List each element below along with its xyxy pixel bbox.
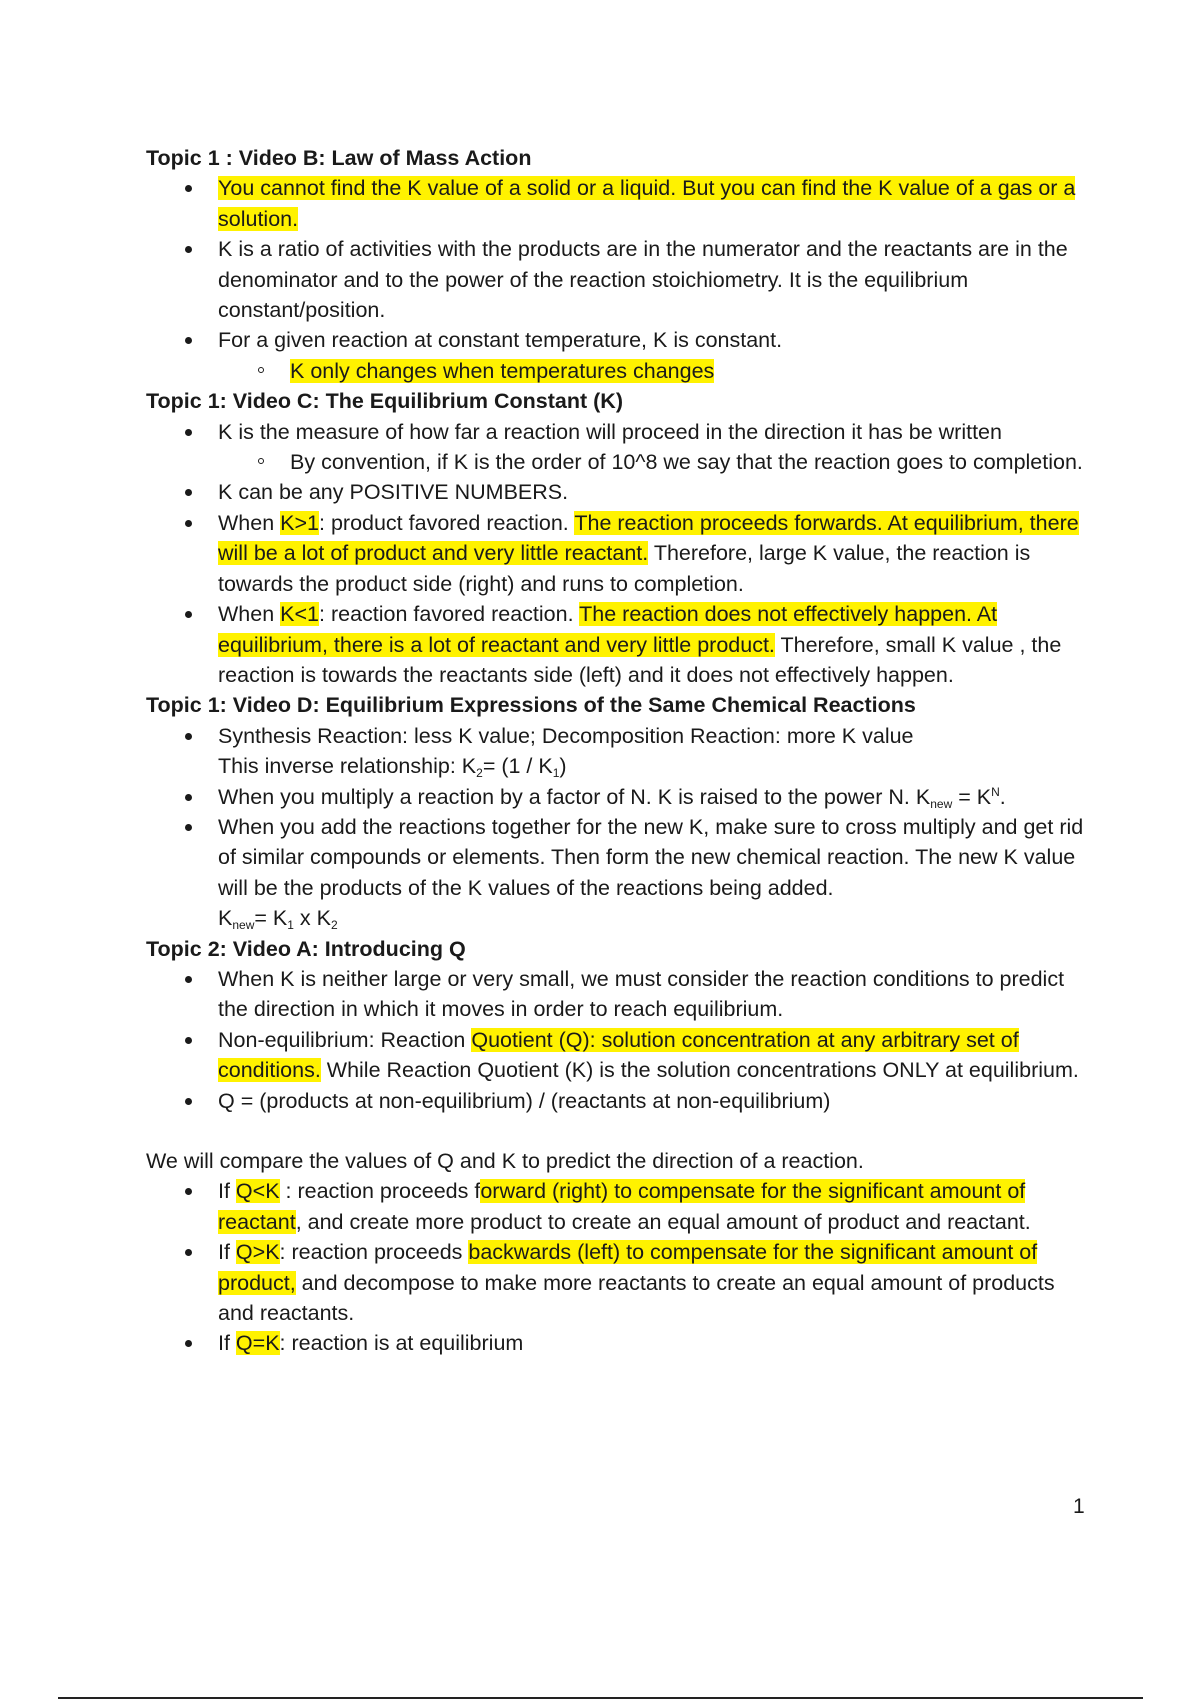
highlighted-text: Quotient (Q): solution concentration at any arbitrary set of conditions. — [218, 1027, 1019, 1083]
highlighted-text: Q<K — [235, 1179, 280, 1204]
subscript: 1 — [287, 918, 294, 933]
page-bottom-divider — [58, 1697, 1143, 1699]
text-run: When — [218, 602, 281, 627]
highlighted-text: The reaction proceeds forwards. At equilibrium, there will be a lot of product and very little reactant. — [218, 510, 1079, 566]
highlighted-text: K<1 — [280, 602, 319, 627]
formula-line — [218, 903, 1096, 933]
text-run: = K — [254, 906, 288, 931]
subscript: 2 — [330, 918, 338, 933]
section-heading-video-d: Topic 1: Video D: Equilibrium Expressions of the Same Chemical Reactions — [146, 693, 916, 718]
text-run: If — [218, 1240, 236, 1265]
list-item: Q = (products at non-equilibrium) / (reactants at non-equilibrium) — [218, 1086, 1096, 1116]
text-run: , and create more product to create an equal amount of product and reactant. — [295, 1209, 1031, 1234]
text-run: : product favored reaction. — [319, 510, 575, 535]
text-run: ) — [559, 754, 567, 779]
subscript: new — [930, 796, 953, 811]
text-run: When you multiply a reaction by a factor of N. K is raised to the power N. K — [218, 784, 931, 809]
document-body — [146, 143, 1096, 1359]
subscript: new — [232, 918, 255, 933]
text-run: : reaction proceeds — [279, 1240, 469, 1265]
list-item — [218, 782, 1096, 812]
text-run: This inverse relationship: K — [218, 754, 477, 779]
list-item: K can be any POSITIVE NUMBERS. — [218, 477, 1096, 507]
list-item-text: K is the measure of how far a reaction will proceed in the direction it has be written — [218, 419, 1002, 444]
highlighted-text: backwards (left) to compensate for the significant amount of product, — [218, 1240, 1038, 1295]
text-run: Therefore, large K value, the reaction is towards the product side (right) and runs to completion. — [218, 541, 1031, 596]
bullet-list — [146, 417, 1096, 691]
text-run: : reaction proceeds f — [279, 1179, 481, 1204]
highlighted-text: K>1 — [280, 510, 319, 535]
sub-list-item — [290, 356, 1096, 386]
text-run: = (1 / K — [482, 754, 553, 779]
text-run: : reaction favored reaction. — [319, 602, 580, 627]
bullet-list — [146, 964, 1096, 1116]
paragraph-gap — [146, 1116, 1096, 1146]
subscript: 1 — [552, 766, 560, 781]
highlighted-text: You cannot find the K value of a solid or a liquid. But you can find the K value of a gas or a solution. — [218, 176, 1076, 231]
text-run: Non-equilibrium: Reaction — [218, 1027, 472, 1052]
subscript: 2 — [476, 766, 483, 781]
text-run: While Reaction Quotient (K) is the solution concentrations ONLY at equilibrium. — [320, 1058, 1079, 1083]
list-item — [218, 325, 1096, 386]
list-item — [218, 599, 1096, 690]
sub-list-item: By convention, if K is the order of 10^8 we say that the reaction goes to completion. — [290, 447, 1096, 477]
text-run: Therefore, small K value , the reaction is towards the reactants side (left) and it does not effectively happen. — [218, 632, 1062, 687]
bullet-list — [146, 721, 1096, 934]
list-item — [218, 721, 1096, 782]
list-item — [218, 173, 1096, 234]
list-item: K is a ratio of activities with the products are in the numerator and the reactants are in the denominator and to the power of the reaction stoichiometry. It is the equilibrium constant/position. — [218, 234, 1096, 325]
list-item — [218, 812, 1096, 934]
text-run: When — [218, 510, 281, 535]
superscript: N — [991, 784, 1000, 799]
section-heading-video-c: Topic 1: Video C: The Equilibrium Constant (K) — [146, 389, 623, 414]
highlighted-text: The reaction does not effectively happen. At equilibrium, there is a lot of reactant and very little product. — [218, 602, 998, 657]
text-run: . — [999, 784, 1006, 809]
text-run: = K — [952, 784, 992, 809]
highlighted-text: Q>K — [235, 1240, 280, 1265]
text-run: x K — [293, 906, 331, 931]
highlighted-text: orward (right) to compensate for the significant amount of reactant — [218, 1179, 1026, 1234]
page-number: 1 — [1073, 1495, 1085, 1518]
list-item — [218, 1237, 1096, 1328]
highlighted-text: Q=K — [235, 1331, 280, 1356]
text-run: : reaction is at equilibrium — [279, 1331, 524, 1356]
list-item — [218, 1025, 1096, 1086]
text-run: and decompose to make more reactants to create an equal amount of products and reactants. — [218, 1270, 1055, 1326]
section-heading-video-b: Topic 1 : Video B: Law of Mass Action — [146, 146, 532, 170]
bullet-list — [146, 1176, 1096, 1358]
sub-bullet-list — [218, 447, 1096, 477]
list-item-text: Synthesis Reaction: less K value; Decomposition Reaction: more K value — [218, 723, 914, 748]
sub-bullet-list — [218, 356, 1096, 386]
list-item: When K is neither large or very small, we must consider the reaction conditions to predict the direction in which it moves in order to reach equilibrium. — [218, 964, 1096, 1025]
comparison-intro: We will compare the values of Q and K to predict the direction of a reaction. — [146, 1149, 864, 1173]
list-item — [218, 508, 1096, 599]
list-item-text: For a given reaction at constant temperature, K is constant. — [218, 328, 783, 353]
list-item — [218, 1328, 1096, 1358]
highlighted-text: K only changes when temperatures changes — [290, 358, 715, 383]
list-item-text: When you add the reactions together for the new K, make sure to cross multiply and get rid of similar compounds or elements. Then form the new chemical reaction. The new K value will be the products of the K values of the reactions being added. — [218, 814, 1084, 900]
text-run: If — [218, 1179, 236, 1204]
bullet-list — [146, 173, 1096, 386]
text-run: K — [218, 906, 233, 931]
formula-line — [218, 751, 1096, 781]
list-item — [218, 1176, 1096, 1237]
text-run: If — [218, 1331, 236, 1356]
list-item — [218, 417, 1096, 478]
section-heading-introducing-q: Topic 2: Video A: Introducing Q — [146, 936, 466, 961]
